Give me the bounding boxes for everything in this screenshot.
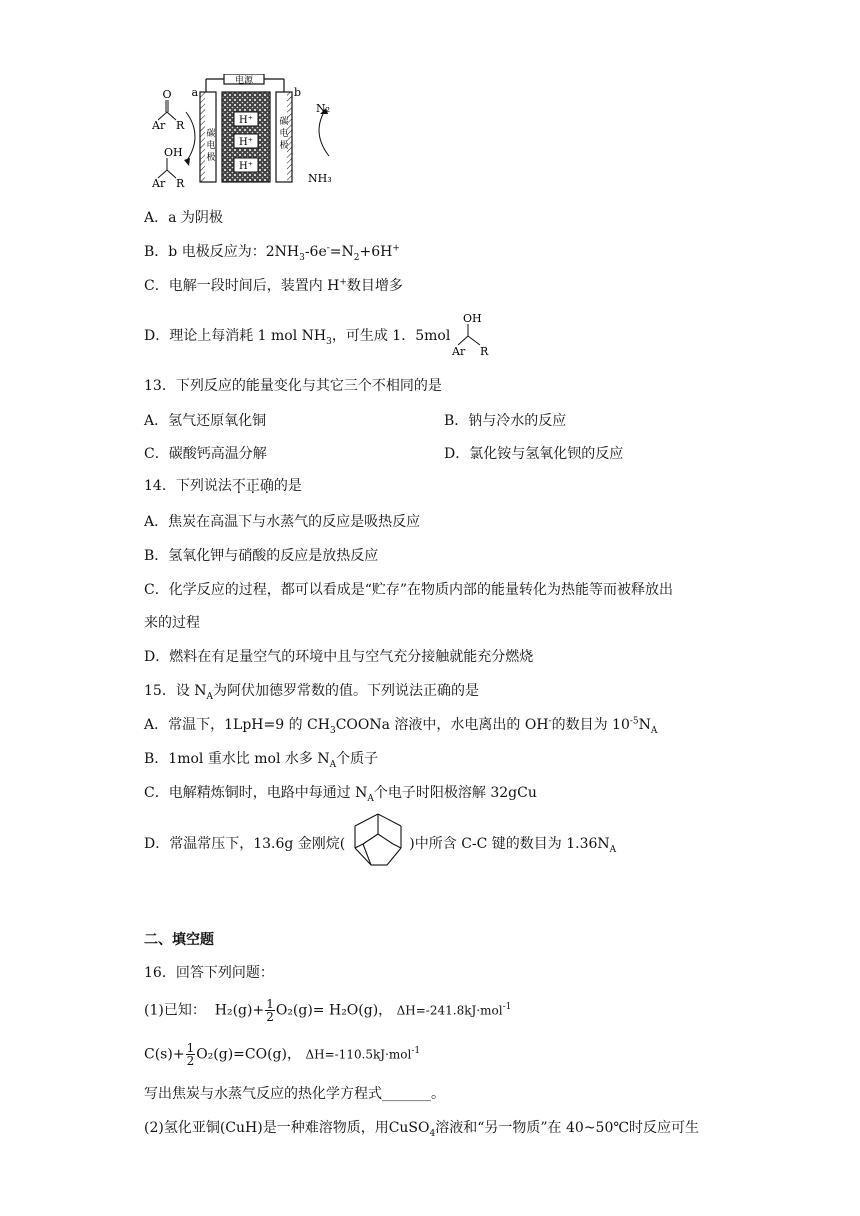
q12-option-c: C．电解一段时间后，装置内 H+数目增多 xyxy=(144,277,403,294)
q15-option-c: C．电解精炼铜时，电路中每通过 $N_A$个电子时阳极溶解 32gCu xyxy=(144,785,537,804)
n2-label: N₂ xyxy=(316,102,331,115)
power-label: 电源 xyxy=(234,76,254,86)
svg-text:OH: OH xyxy=(164,146,183,159)
svg-text:Ar: Ar xyxy=(152,177,166,190)
q14-option-a: A．焦炭在高温下与水蒸气的反应是吸热反应 xyxy=(144,514,421,530)
nh3-label: NH₃ xyxy=(308,172,332,185)
q12-option-d: D．理论上每消耗 1 mol $NH_3$，可生成 1．5mol xyxy=(144,328,451,347)
q16-stem: 16．回答下列问题： xyxy=(144,965,274,981)
q12-option-b: B．b 电极反应为：$2NH_3-6e^-=N_2+6H^+$ xyxy=(144,243,400,263)
q16-instruction: 写出焦炭与水蒸气反应的热化学方程式_______。 xyxy=(144,1086,445,1102)
h-ion-3: H⁺ xyxy=(239,161,253,172)
svg-text:Ar: Ar xyxy=(152,119,166,132)
q14-option-b: B．氢氧化钾与硝酸的反应是放热反应 xyxy=(144,548,379,564)
adamantane-structure xyxy=(347,810,409,872)
alcohol-structure xyxy=(448,308,498,360)
q13-option-a: A．氢气还原氧化铜 xyxy=(144,413,267,429)
q13-stem: 13．下列反应的能量变化与其它三个不相同的是 xyxy=(144,378,442,394)
q13-option-c: C．碳酸钙高温分解 xyxy=(144,446,267,462)
q14-option-d: D．燃料在有足量空气的环境中且与空气充分接触就能充分燃烧 xyxy=(144,649,534,665)
q14-option-c-line2: 来的过程 xyxy=(144,615,200,631)
svg-text:电: 电 xyxy=(206,141,216,151)
q13-option-d: D．氯化铵与氢氧化钡的反应 xyxy=(444,446,624,462)
svg-text:R: R xyxy=(480,345,489,358)
electrolysis-diagram xyxy=(144,74,374,194)
q15-option-d: D．常温常压下，13.6g 金刚烷( )中所含 C-C 键的数目为 $1.36N_A$ xyxy=(144,836,617,855)
q15-stem: 15．设 $N_A$为阿伏加德罗常数的值。下列说法正确的是 xyxy=(144,683,480,702)
h-ion-1: H⁺ xyxy=(239,115,253,126)
svg-text:R: R xyxy=(176,177,185,190)
q16-given-1: (1)已知： H₂(g)+ $\frac{1}{2}$ O₂(g)= H₂O(g)， ΔH=-241.8kJ·mol$^{-1}$ xyxy=(144,997,512,1024)
svg-text:极: 极 xyxy=(279,141,289,151)
q13-option-b: B．钠与冷水的反应 xyxy=(444,413,567,429)
q16-given-2: C(s)+ $\frac{1}{2}$ O₂(g)=CO(g)， ΔH=-110.5kJ·mol$^{-1}$ xyxy=(144,1041,421,1068)
q16-part-2: (2)氢化亚铜(CuH)是一种难溶物质，用CuSO$_4$溶液和“另一物质”在 40~50℃时反应可生 xyxy=(144,1120,700,1139)
q14-stem: 14．下列说法不正确的是 xyxy=(144,478,302,494)
svg-text:极: 极 xyxy=(206,153,216,163)
electrode-a-label: a xyxy=(191,86,198,99)
svg-text:碳: 碳 xyxy=(279,117,289,127)
svg-text:OH: OH xyxy=(463,312,482,325)
section-heading: 二、填空题 xyxy=(144,932,214,948)
q15-option-b: B．1mol 重水比 mol 水多 $N_A$个质子 xyxy=(144,751,379,770)
svg-text:R: R xyxy=(176,119,185,132)
q14-option-c-line1: C．化学反应的过程，都可以看成是“贮存”在物质内部的能量转化为热能等而被释放出 xyxy=(144,582,674,598)
q15-option-a: A．常温下，1LpH=9 的 $CH_3COONa$ 溶液中，水电离出的 OH-的数目为 $10^{-5}N_A$ xyxy=(144,716,658,736)
q12-option-a: A．a 为阴极 xyxy=(144,210,223,226)
svg-text:Ar: Ar xyxy=(452,345,466,358)
svg-text:电: 电 xyxy=(279,129,289,139)
h-ion-2: H⁺ xyxy=(239,137,253,148)
electrode-b-label: b xyxy=(294,86,302,99)
svg-text:碳: 碳 xyxy=(206,129,216,139)
svg-text:O: O xyxy=(162,88,172,101)
